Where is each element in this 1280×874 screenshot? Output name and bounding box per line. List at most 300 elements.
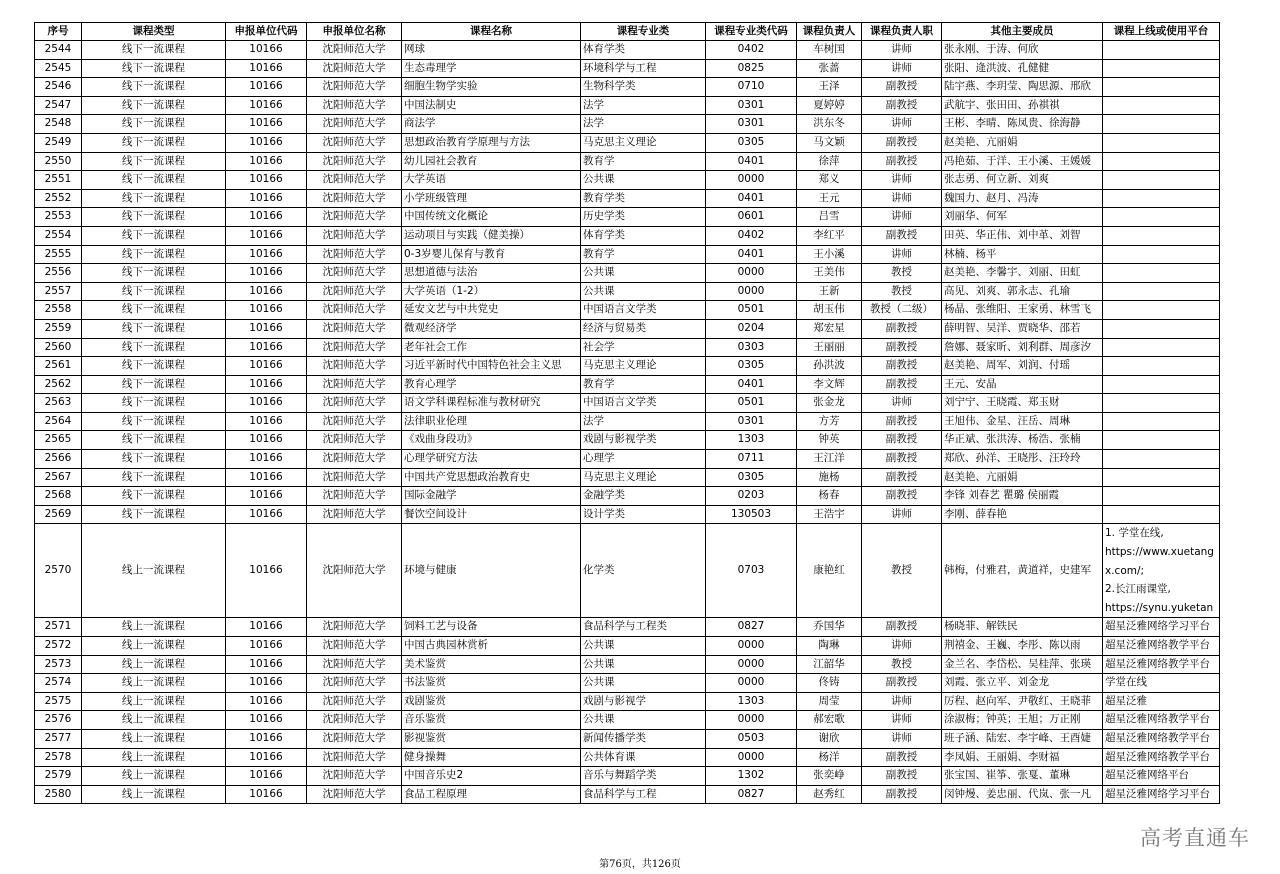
cell-course-type: 线下一流课程 (82, 41, 226, 60)
table-row (35, 115, 1220, 134)
cell-row-index: 2578 (35, 748, 82, 767)
cell-category-code: 0000 (706, 748, 797, 767)
cell-unit-code: 10166 (226, 301, 307, 320)
cell-course-type: 线下一流课程 (82, 450, 226, 469)
cell-category-code: 0401 (706, 189, 797, 208)
cell-course-lead: 佟铸 (797, 674, 862, 693)
cell-course-name: 法律职业伦理 (402, 412, 581, 431)
cell-course-lead: 王元 (797, 189, 862, 208)
cell-unit-code: 10166 (226, 245, 307, 264)
platform-line: https://www.xuetang (1105, 546, 1214, 559)
cell-course-name: 餐饮空间设计 (402, 505, 581, 524)
table-row (35, 301, 1220, 320)
column-header: 课程专业类代码 (706, 23, 797, 41)
table-body (35, 41, 1220, 804)
cell-course-type: 线下一流课程 (82, 189, 226, 208)
cell-course-type: 线下一流课程 (82, 208, 226, 227)
cell-course-type: 线上一流课程 (82, 692, 226, 711)
cell-category-code: 0827 (706, 618, 797, 637)
cell-unit-name: 沈阳师范大学 (307, 674, 402, 693)
cell-category-code: 0703 (706, 524, 797, 618)
cell-course-name: 中国古典园林赏析 (402, 637, 581, 656)
cell-course-category: 公共课 (581, 711, 706, 730)
cell-course-name: 戏剧鉴赏 (402, 692, 581, 711)
cell-course-type: 线上一流课程 (82, 785, 226, 804)
cell-unit-code: 10166 (226, 412, 307, 431)
cell-course-type: 线下一流课程 (82, 338, 226, 357)
cell-other-members: 刘宁宁、王晓霞、郑玉财 (942, 394, 1103, 413)
cell-category-code: 0000 (706, 637, 797, 656)
cell-course-lead: 洪东冬 (797, 115, 862, 134)
cell-category-code: 0303 (706, 338, 797, 357)
cell-category-code: 1302 (706, 767, 797, 786)
cell-course-name: 运动项目与实践（健美操） (402, 226, 581, 245)
cell-lead-title: 副教授 (862, 618, 942, 637)
cell-unit-code: 10166 (226, 431, 307, 450)
cell-other-members: 张阳、逄洪波、孔健健 (942, 59, 1103, 78)
cell-category-code: 0000 (706, 171, 797, 190)
table-row (35, 785, 1220, 804)
cell-lead-title: 讲师 (862, 637, 942, 656)
cell-course-category: 食品科学与工程类 (581, 618, 706, 637)
cell-category-code: 0402 (706, 226, 797, 245)
cell-unit-code: 10166 (226, 394, 307, 413)
cell-lead-title: 讲师 (862, 729, 942, 748)
cell-unit-name: 沈阳师范大学 (307, 208, 402, 227)
cell-course-type: 线上一流课程 (82, 729, 226, 748)
cell-unit-code: 10166 (226, 319, 307, 338)
cell-lead-title: 讲师 (862, 245, 942, 264)
cell-course-category: 体育学类 (581, 41, 706, 60)
cell-other-members: 涂淑梅；钟英；王旭；万正刚 (942, 711, 1103, 730)
cell-lead-title: 讲师 (862, 41, 942, 60)
cell-course-category: 社会学 (581, 338, 706, 357)
cell-unit-name: 沈阳师范大学 (307, 357, 402, 376)
cell-other-members: 闵钟熳、姜忠丽、代岚、张一凡 (942, 785, 1103, 804)
cell-course-lead: 孙洪波 (797, 357, 862, 376)
cell-course-category: 戏剧与影视学 (581, 692, 706, 711)
table-row (35, 78, 1220, 97)
cell-unit-name: 沈阳师范大学 (307, 96, 402, 115)
cell-unit-code: 10166 (226, 524, 307, 618)
cell-course-lead: 郑义 (797, 171, 862, 190)
table-row (35, 618, 1220, 637)
cell-course-lead: 王小溪 (797, 245, 862, 264)
cell-course-type: 线上一流课程 (82, 748, 226, 767)
cell-course-type: 线上一流课程 (82, 618, 226, 637)
cell-unit-code: 10166 (226, 729, 307, 748)
cell-lead-title: 讲师 (862, 208, 942, 227)
table-row (35, 375, 1220, 394)
cell-course-lead: 陶琳 (797, 637, 862, 656)
table-row (35, 468, 1220, 487)
cell-row-index: 2563 (35, 394, 82, 413)
cell-course-name: 环境与健康 (402, 524, 581, 618)
cell-lead-title: 讲师 (862, 394, 942, 413)
cell-unit-name: 沈阳师范大学 (307, 618, 402, 637)
cell-course-lead: 王丽丽 (797, 338, 862, 357)
cell-course-name: 细胞生物学实验 (402, 78, 581, 97)
cell-other-members: 郑欣、孙洋、王晓彤、汪玲玲 (942, 450, 1103, 469)
cell-other-members: 李锋 刘春艺 瞿璐 侯丽霞 (942, 487, 1103, 506)
cell-row-index: 2570 (35, 524, 82, 618)
cell-course-lead: 李红平 (797, 226, 862, 245)
cell-unit-code: 10166 (226, 226, 307, 245)
cell-course-category: 经济与贸易类 (581, 319, 706, 338)
cell-row-index: 2566 (35, 450, 82, 469)
table-row (35, 637, 1220, 656)
cell-course-type: 线下一流课程 (82, 431, 226, 450)
cell-platform (1103, 301, 1220, 320)
cell-category-code: 0601 (706, 208, 797, 227)
table-row (35, 357, 1220, 376)
cell-course-lead: 郝宏歌 (797, 711, 862, 730)
cell-course-category: 公共课 (581, 655, 706, 674)
cell-platform: 超星泛雅网络教学平台 (1103, 748, 1220, 767)
page-footer: 第76页，共126页 (599, 859, 681, 870)
cell-course-lead: 吕雪 (797, 208, 862, 227)
cell-course-category: 公共课 (581, 282, 706, 301)
cell-lead-title: 副教授 (862, 767, 942, 786)
cell-course-lead: 施杨 (797, 468, 862, 487)
cell-platform (1103, 282, 1220, 301)
cell-row-index: 2545 (35, 59, 82, 78)
cell-lead-title: 讲师 (862, 189, 942, 208)
cell-course-lead: 王江洋 (797, 450, 862, 469)
cell-course-name: 网球 (402, 41, 581, 60)
cell-platform: 超星泛雅 (1103, 692, 1220, 711)
cell-unit-name: 沈阳师范大学 (307, 412, 402, 431)
cell-course-category: 公共课 (581, 674, 706, 693)
cell-course-category: 公共体育课 (581, 748, 706, 767)
cell-unit-code: 10166 (226, 96, 307, 115)
cell-course-category: 法学 (581, 412, 706, 431)
cell-unit-code: 10166 (226, 505, 307, 524)
watermark: 高考直通车 (1140, 826, 1250, 850)
cell-unit-name: 沈阳师范大学 (307, 264, 402, 283)
cell-platform: 超星泛雅网络学习平台 (1103, 618, 1220, 637)
cell-course-name: 幼儿园社会教育 (402, 152, 581, 171)
cell-lead-title: 讲师 (862, 692, 942, 711)
cell-course-type: 线上一流课程 (82, 655, 226, 674)
cell-course-category: 教育学 (581, 245, 706, 264)
cell-unit-name: 沈阳师范大学 (307, 338, 402, 357)
cell-platform-multiline (1103, 524, 1220, 618)
cell-platform (1103, 450, 1220, 469)
cell-course-lead: 马文颖 (797, 133, 862, 152)
cell-unit-name: 沈阳师范大学 (307, 171, 402, 190)
cell-course-name: 国际金融学 (402, 487, 581, 506)
cell-category-code: 0305 (706, 468, 797, 487)
platform-line: 1. 学堂在线, (1105, 527, 1164, 540)
cell-platform: 超星泛雅网络教学平台 (1103, 655, 1220, 674)
cell-row-index: 2568 (35, 487, 82, 506)
cell-unit-name: 沈阳师范大学 (307, 319, 402, 338)
cell-course-category: 历史学类 (581, 208, 706, 227)
cell-row-index: 2547 (35, 96, 82, 115)
cell-lead-title: 副教授 (862, 78, 942, 97)
cell-unit-name: 沈阳师范大学 (307, 637, 402, 656)
cell-course-type: 线上一流课程 (82, 674, 226, 693)
cell-row-index: 2549 (35, 133, 82, 152)
cell-course-name: 中国法制史 (402, 96, 581, 115)
cell-row-index: 2579 (35, 767, 82, 786)
cell-course-category: 马克思主义理论 (581, 133, 706, 152)
cell-row-index: 2565 (35, 431, 82, 450)
cell-unit-name: 沈阳师范大学 (307, 78, 402, 97)
cell-other-members: 厉程、赵向军、尹敬红、王晓菲 (942, 692, 1103, 711)
cell-course-name: 心理学研究方法 (402, 450, 581, 469)
cell-category-code: 0203 (706, 487, 797, 506)
cell-platform (1103, 338, 1220, 357)
cell-category-code: 0825 (706, 59, 797, 78)
cell-platform (1103, 264, 1220, 283)
cell-course-type: 线上一流课程 (82, 711, 226, 730)
cell-platform (1103, 115, 1220, 134)
column-header: 申报单位名称 (307, 23, 402, 41)
cell-other-members: 韩梅，付雅君，黄道祥，史建军 (942, 524, 1103, 618)
cell-lead-title: 副教授 (862, 450, 942, 469)
cell-lead-title: 讲师 (862, 59, 942, 78)
table-row (35, 431, 1220, 450)
course-table (34, 22, 1220, 804)
column-header: 课程负责人 (797, 23, 862, 41)
cell-course-category: 中国语言文学类 (581, 301, 706, 320)
cell-other-members: 王旭伟、金星、汪岳、周琳 (942, 412, 1103, 431)
cell-other-members: 魏国力、赵月、冯涛 (942, 189, 1103, 208)
cell-course-lead: 胡玉伟 (797, 301, 862, 320)
cell-row-index: 2576 (35, 711, 82, 730)
cell-course-category: 生物科学类 (581, 78, 706, 97)
cell-unit-code: 10166 (226, 692, 307, 711)
cell-category-code: 0710 (706, 78, 797, 97)
cell-category-code: 0305 (706, 357, 797, 376)
cell-category-code: 0401 (706, 152, 797, 171)
cell-unit-name: 沈阳师范大学 (307, 41, 402, 60)
cell-row-index: 2559 (35, 319, 82, 338)
cell-unit-name: 沈阳师范大学 (307, 282, 402, 301)
column-header: 课程名称 (402, 23, 581, 41)
cell-row-index: 2544 (35, 41, 82, 60)
cell-unit-code: 10166 (226, 41, 307, 60)
cell-course-name: 《戏曲身段功》 (402, 431, 581, 450)
table-row (35, 748, 1220, 767)
cell-other-members: 冯艳茹、于洋、王小溪、王媛媛 (942, 152, 1103, 171)
column-header: 课程上线或使用平台 (1103, 23, 1220, 41)
cell-row-index: 2573 (35, 655, 82, 674)
cell-other-members: 王元、安晶 (942, 375, 1103, 394)
cell-course-lead: 张奕峥 (797, 767, 862, 786)
cell-category-code: 0301 (706, 412, 797, 431)
table-row (35, 133, 1220, 152)
cell-row-index: 2552 (35, 189, 82, 208)
header-row (35, 23, 1220, 41)
cell-unit-code: 10166 (226, 375, 307, 394)
cell-category-code: 0000 (706, 282, 797, 301)
cell-unit-name: 沈阳师范大学 (307, 394, 402, 413)
cell-platform (1103, 78, 1220, 97)
cell-unit-code: 10166 (226, 618, 307, 637)
table-row (35, 264, 1220, 283)
cell-course-name: 中国音乐史2 (402, 767, 581, 786)
cell-unit-code: 10166 (226, 655, 307, 674)
cell-course-lead: 乔国华 (797, 618, 862, 637)
cell-platform (1103, 133, 1220, 152)
table-row (35, 41, 1220, 60)
cell-platform (1103, 96, 1220, 115)
cell-category-code: 0305 (706, 133, 797, 152)
cell-unit-code: 10166 (226, 264, 307, 283)
cell-lead-title: 讲师 (862, 711, 942, 730)
cell-lead-title: 副教授 (862, 133, 942, 152)
cell-course-category: 新闻传播学类 (581, 729, 706, 748)
cell-course-category: 教育学 (581, 375, 706, 394)
cell-course-type: 线下一流课程 (82, 394, 226, 413)
cell-unit-code: 10166 (226, 674, 307, 693)
cell-course-type: 线下一流课程 (82, 487, 226, 506)
cell-category-code: 130503 (706, 505, 797, 524)
table-row (35, 171, 1220, 190)
cell-other-members: 刘霞、张立平、刘金龙 (942, 674, 1103, 693)
table-row (35, 189, 1220, 208)
cell-row-index: 2550 (35, 152, 82, 171)
cell-category-code: 0827 (706, 785, 797, 804)
cell-row-index: 2569 (35, 505, 82, 524)
cell-platform (1103, 171, 1220, 190)
table-row (35, 59, 1220, 78)
cell-category-code: 0501 (706, 301, 797, 320)
table-row (35, 655, 1220, 674)
cell-unit-code: 10166 (226, 115, 307, 134)
cell-course-lead: 赵秀红 (797, 785, 862, 804)
cell-other-members: 张永刚、于涛、何欣 (942, 41, 1103, 60)
cell-platform (1103, 487, 1220, 506)
cell-other-members: 陆宇燕、李玥莹、陶思源、邢欣 (942, 78, 1103, 97)
cell-platform (1103, 375, 1220, 394)
table-row (35, 245, 1220, 264)
cell-other-members: 杨晶、张维阳、王家勇、林雪飞 (942, 301, 1103, 320)
cell-course-lead: 康艳红 (797, 524, 862, 618)
cell-unit-name: 沈阳师范大学 (307, 468, 402, 487)
cell-course-type: 线下一流课程 (82, 96, 226, 115)
cell-row-index: 2558 (35, 301, 82, 320)
column-header: 序号 (35, 23, 82, 41)
cell-unit-name: 沈阳师范大学 (307, 785, 402, 804)
cell-unit-code: 10166 (226, 152, 307, 171)
cell-course-lead: 张金龙 (797, 394, 862, 413)
cell-course-category: 环境科学与工程 (581, 59, 706, 78)
cell-row-index: 2580 (35, 785, 82, 804)
cell-course-type: 线下一流课程 (82, 357, 226, 376)
cell-course-lead: 郑宏星 (797, 319, 862, 338)
cell-category-code: 0000 (706, 264, 797, 283)
cell-course-name: 教育心理学 (402, 375, 581, 394)
cell-unit-name: 沈阳师范大学 (307, 748, 402, 767)
cell-course-lead: 方芳 (797, 412, 862, 431)
cell-category-code: 0000 (706, 655, 797, 674)
cell-platform (1103, 226, 1220, 245)
cell-row-index: 2553 (35, 208, 82, 227)
cell-course-category: 马克思主义理论 (581, 468, 706, 487)
cell-course-name: 思想政治教育学原理与方法 (402, 133, 581, 152)
cell-course-name: 音乐鉴赏 (402, 711, 581, 730)
cell-unit-code: 10166 (226, 59, 307, 78)
cell-course-lead: 杨洋 (797, 748, 862, 767)
cell-course-lead: 王新 (797, 282, 862, 301)
cell-course-name: 老年社会工作 (402, 338, 581, 357)
cell-course-lead: 谢欣 (797, 729, 862, 748)
cell-unit-code: 10166 (226, 487, 307, 506)
cell-course-category: 金融学类 (581, 487, 706, 506)
cell-lead-title: 副教授 (862, 152, 942, 171)
cell-row-index: 2560 (35, 338, 82, 357)
cell-platform (1103, 152, 1220, 171)
cell-course-lead: 王美伟 (797, 264, 862, 283)
cell-course-type: 线下一流课程 (82, 375, 226, 394)
column-header: 课程专业类 (581, 23, 706, 41)
cell-course-category: 食品科学与工程 (581, 785, 706, 804)
cell-other-members: 赵美艳、亢丽娟 (942, 133, 1103, 152)
cell-platform (1103, 412, 1220, 431)
cell-other-members: 杨晓菲、解铁民 (942, 618, 1103, 637)
cell-row-index: 2554 (35, 226, 82, 245)
table-row (35, 208, 1220, 227)
cell-course-name: 大学英语 (402, 171, 581, 190)
table-row (35, 338, 1220, 357)
cell-unit-code: 10166 (226, 133, 307, 152)
cell-category-code: 1303 (706, 431, 797, 450)
cell-platform (1103, 431, 1220, 450)
cell-category-code: 0402 (706, 41, 797, 60)
cell-course-name: 思想道德与法治 (402, 264, 581, 283)
cell-lead-title: 教授 (862, 655, 942, 674)
cell-other-members: 班子涵、陆宏、李宇峰、王酉婕 (942, 729, 1103, 748)
cell-row-index: 2561 (35, 357, 82, 376)
cell-course-lead: 李文辉 (797, 375, 862, 394)
cell-unit-name: 沈阳师范大学 (307, 729, 402, 748)
cell-course-category: 公共课 (581, 171, 706, 190)
cell-row-index: 2572 (35, 637, 82, 656)
cell-other-members: 田英、华正伟、刘中革、刘智 (942, 226, 1103, 245)
cell-row-index: 2567 (35, 468, 82, 487)
cell-lead-title: 讲师 (862, 115, 942, 134)
cell-lead-title: 讲师 (862, 171, 942, 190)
cell-course-type: 线下一流课程 (82, 505, 226, 524)
cell-course-type: 线下一流课程 (82, 245, 226, 264)
cell-course-category: 音乐与舞蹈学类 (581, 767, 706, 786)
cell-course-lead: 江韶华 (797, 655, 862, 674)
cell-unit-name: 沈阳师范大学 (307, 301, 402, 320)
cell-unit-name: 沈阳师范大学 (307, 431, 402, 450)
cell-unit-code: 10166 (226, 357, 307, 376)
cell-other-members: 高见、刘爽、郭永志、孔瑜 (942, 282, 1103, 301)
cell-unit-code: 10166 (226, 171, 307, 190)
cell-course-category: 马克思主义理论 (581, 357, 706, 376)
cell-platform (1103, 505, 1220, 524)
cell-platform (1103, 245, 1220, 264)
cell-unit-code: 10166 (226, 189, 307, 208)
cell-category-code: 0204 (706, 319, 797, 338)
cell-course-category: 体育学类 (581, 226, 706, 245)
cell-unit-code: 10166 (226, 208, 307, 227)
cell-row-index: 2577 (35, 729, 82, 748)
cell-course-type: 线下一流课程 (82, 301, 226, 320)
table-row (35, 729, 1220, 748)
cell-course-name: 书法鉴赏 (402, 674, 581, 693)
cell-platform: 超星泛雅网络教学平台 (1103, 729, 1220, 748)
table-row (35, 319, 1220, 338)
cell-course-category: 戏剧与影视学类 (581, 431, 706, 450)
